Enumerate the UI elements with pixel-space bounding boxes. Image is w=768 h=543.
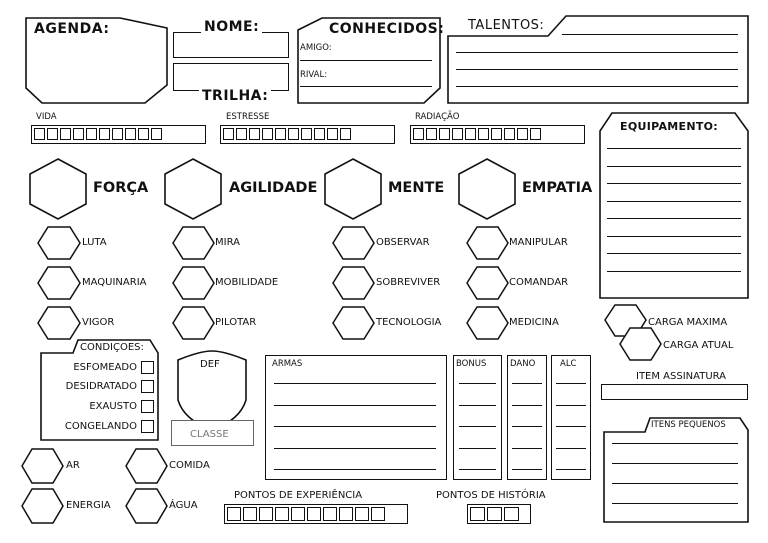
skill-vigor[interactable]: VIGOR — [82, 317, 115, 328]
track-box[interactable] — [487, 507, 502, 521]
track-box[interactable] — [291, 507, 305, 521]
skill-medicina[interactable]: MEDICINA — [509, 317, 559, 328]
skill-manipular[interactable]: MANIPULAR — [509, 237, 568, 248]
desidratado-label: DESIDRATADO — [65, 381, 137, 392]
condicoes-label: CONDIÇOES: — [80, 342, 144, 353]
congelando-label: CONGELANDO — [64, 421, 137, 432]
skill-luta[interactable]: LUTA — [82, 237, 107, 248]
skill-maquinaria[interactable]: MAQUINARIA — [82, 277, 147, 288]
skill-mobilidade[interactable]: MOBILIDADE — [215, 277, 279, 288]
vida-label: VIDA — [36, 112, 57, 122]
agua-label: ÁGUA — [169, 500, 198, 511]
track-box[interactable] — [339, 507, 353, 521]
agilidade-label: AGILIDADE — [229, 180, 318, 196]
itens-pequenos-label: ITENS PEQUENOS — [651, 420, 726, 430]
track-box[interactable] — [371, 507, 385, 521]
esfomeado-label: ESFOMEADO — [73, 362, 137, 373]
exausto-label: EXAUSTO — [89, 401, 137, 412]
track-box[interactable] — [307, 507, 321, 521]
alc-label: ALC — [560, 359, 577, 369]
skill-pilotar[interactable]: PILOTAR — [215, 317, 257, 328]
track-box[interactable] — [275, 507, 289, 521]
skill-mira[interactable]: MIRA — [215, 237, 240, 248]
track-box[interactable] — [243, 507, 257, 521]
pontos-historia-label: PONTOS DE HISTÓRIA — [436, 490, 546, 501]
def-label: DEF — [200, 359, 220, 370]
armas-label: ARMAS — [272, 359, 303, 369]
carga-maxima-label: CARGA MAXIMA — [648, 317, 728, 328]
skill-tecnologia[interactable]: TECNOLOGIA — [376, 317, 442, 328]
agenda-label: AGENDA: — [34, 21, 110, 37]
trilha-label: TRILHA: — [199, 89, 271, 103]
mente-label: MENTE — [388, 180, 445, 196]
track-box[interactable] — [504, 507, 519, 521]
pontos-experiencia-track[interactable] — [224, 504, 408, 524]
estresse-label: ESTRESSE — [226, 112, 270, 122]
carga-atual-label: CARGA ATUAL — [663, 340, 734, 351]
bonus-label: BONUS — [456, 359, 487, 369]
track-box[interactable] — [470, 507, 485, 521]
conhecidos-label: CONHECIDOS: — [329, 21, 445, 37]
pontos-experiencia-label: PONTOS DE EXPERIÊNCIA — [234, 490, 363, 501]
empatia-label: EMPATIA — [522, 180, 593, 196]
pontos-historia-track[interactable] — [467, 504, 531, 524]
equipamento-label: EQUIPAMENTO: — [620, 120, 718, 133]
talentos-label: TALENTOS: — [468, 18, 545, 33]
ar-label: AR — [66, 460, 80, 471]
track-box[interactable] — [227, 507, 241, 521]
skill-sobreviver[interactable]: SOBREVIVER — [376, 277, 441, 288]
amigo-label: AMIGO: — [300, 43, 332, 53]
track-box[interactable] — [323, 507, 337, 521]
skill-comandar[interactable]: COMANDAR — [509, 277, 569, 288]
rival-label: RIVAL: — [300, 70, 328, 80]
nome-label: NOME: — [201, 20, 262, 34]
item-assinatura-label: ITEM ASSINATURA — [636, 371, 727, 382]
comida-label: COMIDA — [169, 460, 210, 471]
skill-observar[interactable]: OBSERVAR — [376, 237, 430, 248]
dano-label: DANO — [510, 359, 536, 369]
track-box[interactable] — [259, 507, 273, 521]
forca-label: FORÇA — [93, 180, 149, 196]
classe-label: CLASSE — [190, 429, 229, 440]
energia-label: ENERGIA — [66, 500, 111, 511]
radiacao-label: RADIAÇÃO — [415, 112, 460, 122]
track-box[interactable] — [355, 507, 369, 521]
